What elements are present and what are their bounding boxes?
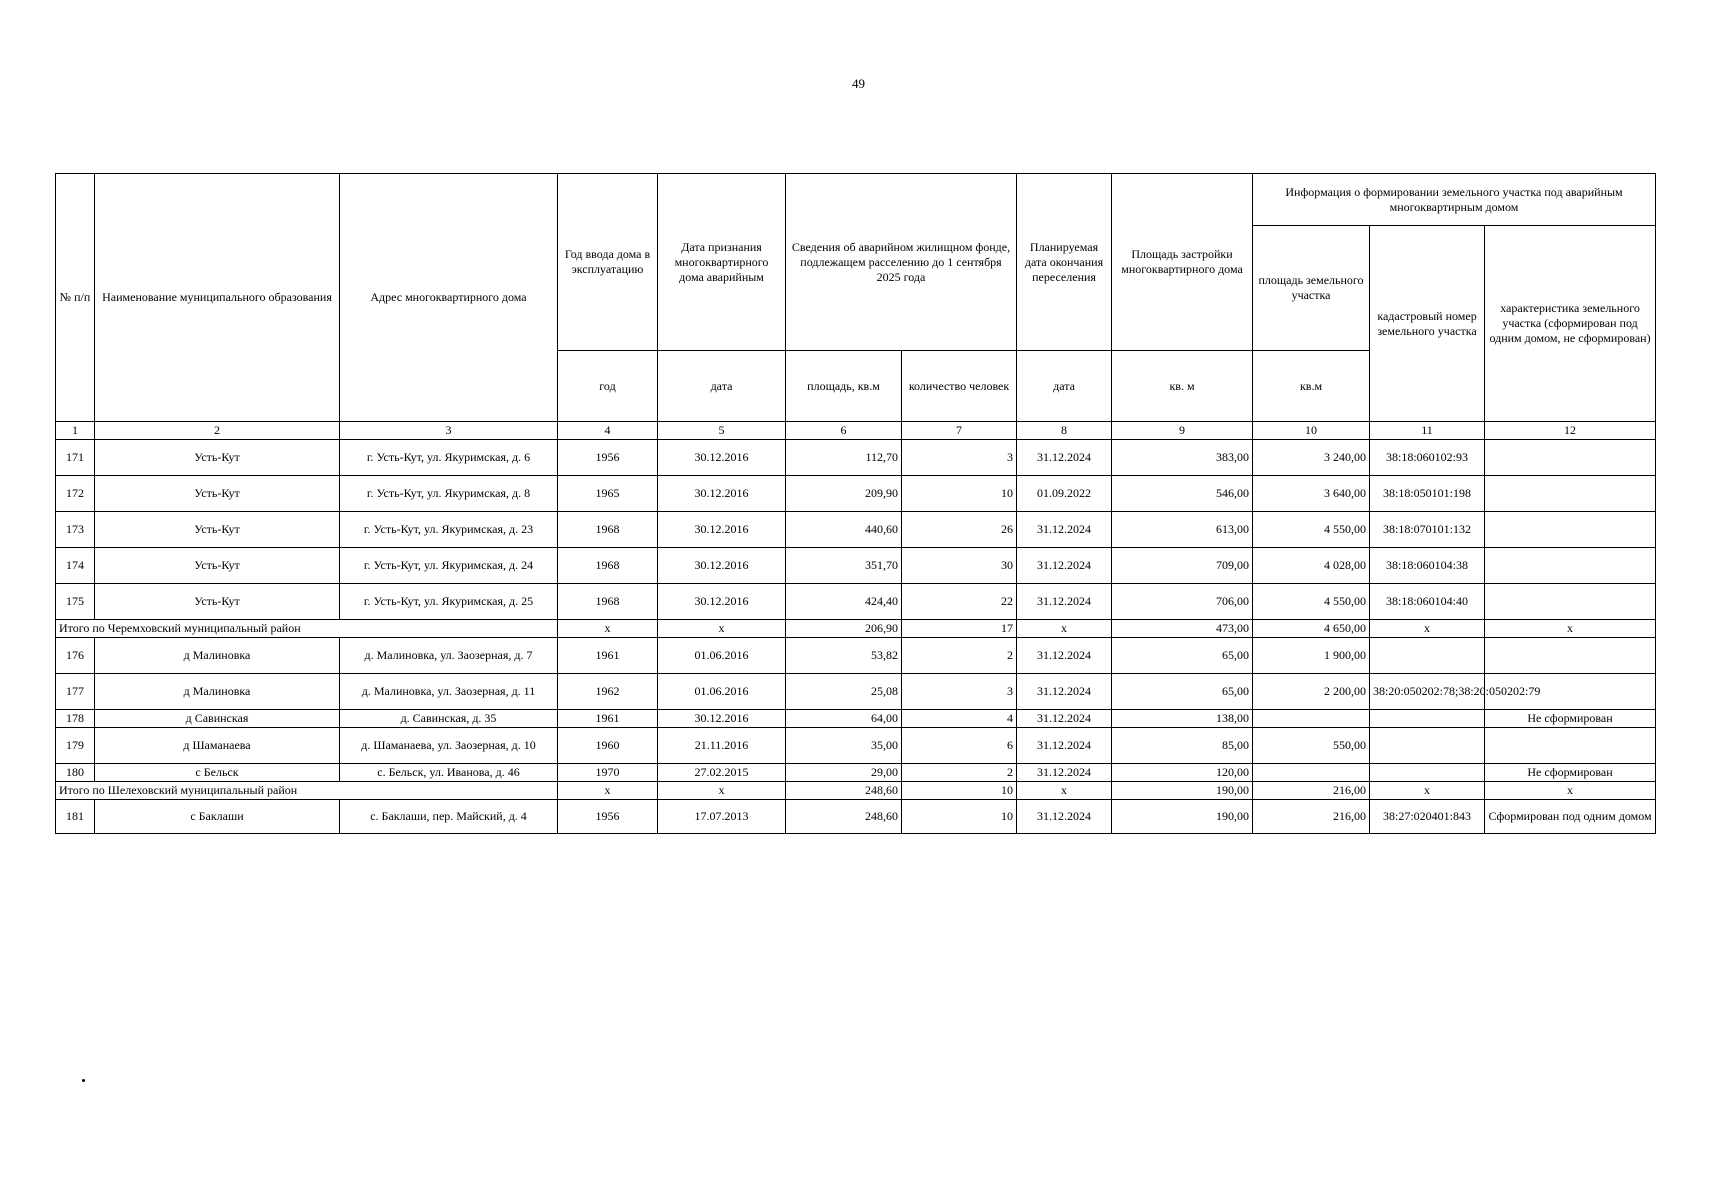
- land-area-cell: 4 650,00: [1253, 620, 1370, 638]
- land-area-cell: 4 550,00: [1253, 512, 1370, 548]
- land-area-cell: [1253, 764, 1370, 782]
- date-cell: x: [658, 782, 786, 800]
- cadastral-cell: 38:20:050202:78;38:20:050202:79: [1370, 674, 1485, 710]
- land-char-cell: [1485, 476, 1656, 512]
- address-cell: с. Баклаши, пер. Майский, д. 4: [340, 800, 558, 834]
- land-char-cell: Сформирован под одним домом: [1485, 800, 1656, 834]
- cadastral-cell: 38:18:060102:93: [1370, 440, 1485, 476]
- date-cell: 21.11.2016: [658, 728, 786, 764]
- building-area-cell: 383,00: [1112, 440, 1253, 476]
- municipality-cell: д Шаманаева: [95, 728, 340, 764]
- area-cell: 424,40: [786, 584, 902, 620]
- date-cell: 30.12.2016: [658, 512, 786, 548]
- header-planned-end: Планируемая дата окончания переселения: [1017, 174, 1112, 351]
- cadastral-cell: x: [1370, 782, 1485, 800]
- people-cell: 3: [902, 674, 1017, 710]
- year-cell: 1961: [558, 638, 658, 674]
- row-number: 177: [56, 674, 95, 710]
- header-municipality: Наименование муниципального образования: [95, 174, 340, 422]
- column-number: 2: [95, 422, 340, 440]
- unit-area: площадь, кв.м: [786, 351, 902, 422]
- address-cell: г. Усть-Кут, ул. Якуримская, д. 6: [340, 440, 558, 476]
- municipality-cell: Усть-Кут: [95, 440, 340, 476]
- subtotal-label: Итого по Черемховский муниципальный район: [56, 620, 558, 638]
- plan-date-cell: 31.12.2024: [1017, 728, 1112, 764]
- people-cell: 2: [902, 638, 1017, 674]
- address-cell: д. Савинская, д. 35: [340, 710, 558, 728]
- header-num: № п/п: [56, 174, 95, 422]
- year-cell: 1968: [558, 512, 658, 548]
- area-cell: 29,00: [786, 764, 902, 782]
- land-char-cell: x: [1485, 620, 1656, 638]
- year-cell: 1956: [558, 440, 658, 476]
- table-row: [56, 476, 1656, 512]
- unit-year: год: [558, 351, 658, 422]
- land-char-cell: [1485, 584, 1656, 620]
- address-cell: д. Малиновка, ул. Заозерная, д. 7: [340, 638, 558, 674]
- unit-sqm: кв.м: [1253, 351, 1370, 422]
- row-number: 171: [56, 440, 95, 476]
- column-number: 9: [1112, 422, 1253, 440]
- area-cell: 440,60: [786, 512, 902, 548]
- land-area-cell: 4 550,00: [1253, 584, 1370, 620]
- header-address: Адрес многоквартирного дома: [340, 174, 558, 422]
- municipality-cell: с Бельск: [95, 764, 340, 782]
- cadastral-cell: [1370, 710, 1485, 728]
- table-row: [56, 548, 1656, 584]
- cadastral-cell: x: [1370, 620, 1485, 638]
- date-cell: 27.02.2015: [658, 764, 786, 782]
- land-char-cell: Не сформирован: [1485, 764, 1656, 782]
- area-cell: 248,60: [786, 782, 902, 800]
- building-area-cell: 65,00: [1112, 674, 1253, 710]
- land-char-cell: [1485, 440, 1656, 476]
- municipality-cell: Усть-Кут: [95, 548, 340, 584]
- date-cell: 01.06.2016: [658, 638, 786, 674]
- land-char-cell: x: [1485, 782, 1656, 800]
- people-cell: 2: [902, 764, 1017, 782]
- column-number: 8: [1017, 422, 1112, 440]
- building-area-cell: 85,00: [1112, 728, 1253, 764]
- date-cell: 30.12.2016: [658, 584, 786, 620]
- row-number: 173: [56, 512, 95, 548]
- header-land-area: площадь земельного участка: [1253, 226, 1370, 351]
- building-area-cell: 190,00: [1112, 782, 1253, 800]
- table-row: [56, 584, 1656, 620]
- plan-date-cell: x: [1017, 782, 1112, 800]
- row-number: 174: [56, 548, 95, 584]
- municipality-cell: д Малиновка: [95, 674, 340, 710]
- header-land-info: Информация о формировании земельного участка под аварийным многоквартирным домом: [1253, 174, 1656, 226]
- table-row: [56, 440, 1656, 476]
- year-cell: 1968: [558, 584, 658, 620]
- year-cell: 1968: [558, 548, 658, 584]
- address-cell: д. Шаманаева, ул. Заозерная, д. 10: [340, 728, 558, 764]
- building-area-cell: 709,00: [1112, 548, 1253, 584]
- cadastral-cell: [1370, 728, 1485, 764]
- column-number: 4: [558, 422, 658, 440]
- building-area-cell: 706,00: [1112, 584, 1253, 620]
- date-cell: 17.07.2013: [658, 800, 786, 834]
- building-area-cell: 546,00: [1112, 476, 1253, 512]
- year-cell: 1960: [558, 728, 658, 764]
- table-row: [56, 800, 1656, 834]
- date-cell: 30.12.2016: [658, 440, 786, 476]
- date-cell: 01.06.2016: [658, 674, 786, 710]
- plan-date-cell: 31.12.2024: [1017, 800, 1112, 834]
- people-cell: 4: [902, 710, 1017, 728]
- building-area-cell: 120,00: [1112, 764, 1253, 782]
- header-emergency-fund: Сведения об аварийном жилищном фонде, подлежащем расселению до 1 сентября 2025 года: [786, 174, 1017, 351]
- year-cell: x: [558, 620, 658, 638]
- land-char-cell: [1485, 548, 1656, 584]
- plan-date-cell: 31.12.2024: [1017, 764, 1112, 782]
- header-recognition-date: Дата признания многоквартирного дома аварийным: [658, 174, 786, 351]
- area-cell: 248,60: [786, 800, 902, 834]
- row-number: 178: [56, 710, 95, 728]
- plan-date-cell: 31.12.2024: [1017, 710, 1112, 728]
- date-cell: 30.12.2016: [658, 710, 786, 728]
- row-number: 180: [56, 764, 95, 782]
- land-char-cell: [1485, 512, 1656, 548]
- address-cell: г. Усть-Кут, ул. Якуримская, д. 23: [340, 512, 558, 548]
- people-cell: 10: [902, 782, 1017, 800]
- land-char-cell: Не сформирован: [1485, 710, 1656, 728]
- land-area-cell: 550,00: [1253, 728, 1370, 764]
- address-cell: г. Усть-Кут, ул. Якуримская, д. 8: [340, 476, 558, 512]
- building-area-cell: 190,00: [1112, 800, 1253, 834]
- address-cell: с. Бельск, ул. Иванова, д. 46: [340, 764, 558, 782]
- municipality-cell: д Малиновка: [95, 638, 340, 674]
- unit-people: количество человек: [902, 351, 1017, 422]
- land-area-cell: [1253, 710, 1370, 728]
- people-cell: 3: [902, 440, 1017, 476]
- building-area-cell: 138,00: [1112, 710, 1253, 728]
- area-cell: 209,90: [786, 476, 902, 512]
- people-cell: 30: [902, 548, 1017, 584]
- area-cell: 53,82: [786, 638, 902, 674]
- cadastral-cell: 38:18:070101:132: [1370, 512, 1485, 548]
- row-number: 181: [56, 800, 95, 834]
- column-number: 3: [340, 422, 558, 440]
- area-cell: 35,00: [786, 728, 902, 764]
- year-cell: 1965: [558, 476, 658, 512]
- plan-date-cell: 31.12.2024: [1017, 674, 1112, 710]
- column-number: 5: [658, 422, 786, 440]
- header-building-area: Площадь застройки многоквартирного дома: [1112, 174, 1253, 351]
- people-cell: 26: [902, 512, 1017, 548]
- cadastral-cell: 38:27:020401:843: [1370, 800, 1485, 834]
- people-cell: 10: [902, 800, 1017, 834]
- header-cadastral: кадастровый номер земельного участка: [1370, 226, 1485, 422]
- row-number: 179: [56, 728, 95, 764]
- subtotal-row: [56, 620, 1656, 638]
- table-row: [56, 764, 1656, 782]
- municipality-cell: д Савинская: [95, 710, 340, 728]
- land-char-cell: [1485, 728, 1656, 764]
- area-cell: 25,08: [786, 674, 902, 710]
- building-area-cell: 473,00: [1112, 620, 1253, 638]
- area-cell: 112,70: [786, 440, 902, 476]
- row-number: 175: [56, 584, 95, 620]
- table-row: [56, 638, 1656, 674]
- column-number: 10: [1253, 422, 1370, 440]
- emergency-housing-table: [55, 173, 1656, 834]
- year-cell: x: [558, 782, 658, 800]
- year-cell: 1961: [558, 710, 658, 728]
- subtotal-label: Итого по Шелеховский муниципальный район: [56, 782, 558, 800]
- row-number: 176: [56, 638, 95, 674]
- column-number: 1: [56, 422, 95, 440]
- date-cell: x: [658, 620, 786, 638]
- land-char-cell: [1485, 638, 1656, 674]
- header-year: Год ввода дома в эксплуатацию: [558, 174, 658, 351]
- municipality-cell: Усть-Кут: [95, 476, 340, 512]
- cadastral-cell: [1370, 638, 1485, 674]
- scan-speck: [82, 1079, 85, 1082]
- row-number: 172: [56, 476, 95, 512]
- people-cell: 10: [902, 476, 1017, 512]
- unit-date: дата: [1017, 351, 1112, 422]
- column-number: 12: [1485, 422, 1656, 440]
- date-cell: 30.12.2016: [658, 476, 786, 512]
- header-land-char: характеристика земельного участка (сформирован под одним домом, не сформирован): [1485, 226, 1656, 422]
- people-cell: 17: [902, 620, 1017, 638]
- column-number: 6: [786, 422, 902, 440]
- area-cell: 351,70: [786, 548, 902, 584]
- address-cell: г. Усть-Кут, ул. Якуримская, д. 25: [340, 584, 558, 620]
- plan-date-cell: x: [1017, 620, 1112, 638]
- land-area-cell: 2 200,00: [1253, 674, 1370, 710]
- cadastral-cell: 38:18:050101:198: [1370, 476, 1485, 512]
- land-area-cell: 3 640,00: [1253, 476, 1370, 512]
- unit-sqm: кв. м: [1112, 351, 1253, 422]
- plan-date-cell: 31.12.2024: [1017, 638, 1112, 674]
- plan-date-cell: 31.12.2024: [1017, 584, 1112, 620]
- building-area-cell: 613,00: [1112, 512, 1253, 548]
- plan-date-cell: 31.12.2024: [1017, 512, 1112, 548]
- land-area-cell: 3 240,00: [1253, 440, 1370, 476]
- table-row: [56, 512, 1656, 548]
- land-area-cell: 216,00: [1253, 782, 1370, 800]
- cadastral-cell: [1370, 764, 1485, 782]
- plan-date-cell: 31.12.2024: [1017, 440, 1112, 476]
- column-number: 11: [1370, 422, 1485, 440]
- people-cell: 6: [902, 728, 1017, 764]
- municipality-cell: Усть-Кут: [95, 512, 340, 548]
- table-row: [56, 710, 1656, 728]
- unit-date: дата: [658, 351, 786, 422]
- people-cell: 22: [902, 584, 1017, 620]
- area-cell: 64,00: [786, 710, 902, 728]
- year-cell: 1962: [558, 674, 658, 710]
- page-number: 49: [852, 76, 865, 91]
- address-cell: д. Малиновка, ул. Заозерная, д. 11: [340, 674, 558, 710]
- plan-date-cell: 01.09.2022: [1017, 476, 1112, 512]
- subtotal-row: [56, 782, 1656, 800]
- plan-date-cell: 31.12.2024: [1017, 548, 1112, 584]
- municipality-cell: с Баклаши: [95, 800, 340, 834]
- table-row: [56, 728, 1656, 764]
- municipality-cell: Усть-Кут: [95, 584, 340, 620]
- building-area-cell: 65,00: [1112, 638, 1253, 674]
- land-area-cell: 1 900,00: [1253, 638, 1370, 674]
- area-cell: 206,90: [786, 620, 902, 638]
- address-cell: г. Усть-Кут, ул. Якуримская, д. 24: [340, 548, 558, 584]
- date-cell: 30.12.2016: [658, 548, 786, 584]
- column-number: 7: [902, 422, 1017, 440]
- cadastral-cell: 38:18:060104:38: [1370, 548, 1485, 584]
- column-number-row: [56, 422, 1656, 440]
- cadastral-cell: 38:18:060104:40: [1370, 584, 1485, 620]
- year-cell: 1956: [558, 800, 658, 834]
- table-row: [56, 674, 1656, 710]
- year-cell: 1970: [558, 764, 658, 782]
- land-area-cell: 4 028,00: [1253, 548, 1370, 584]
- land-area-cell: 216,00: [1253, 800, 1370, 834]
